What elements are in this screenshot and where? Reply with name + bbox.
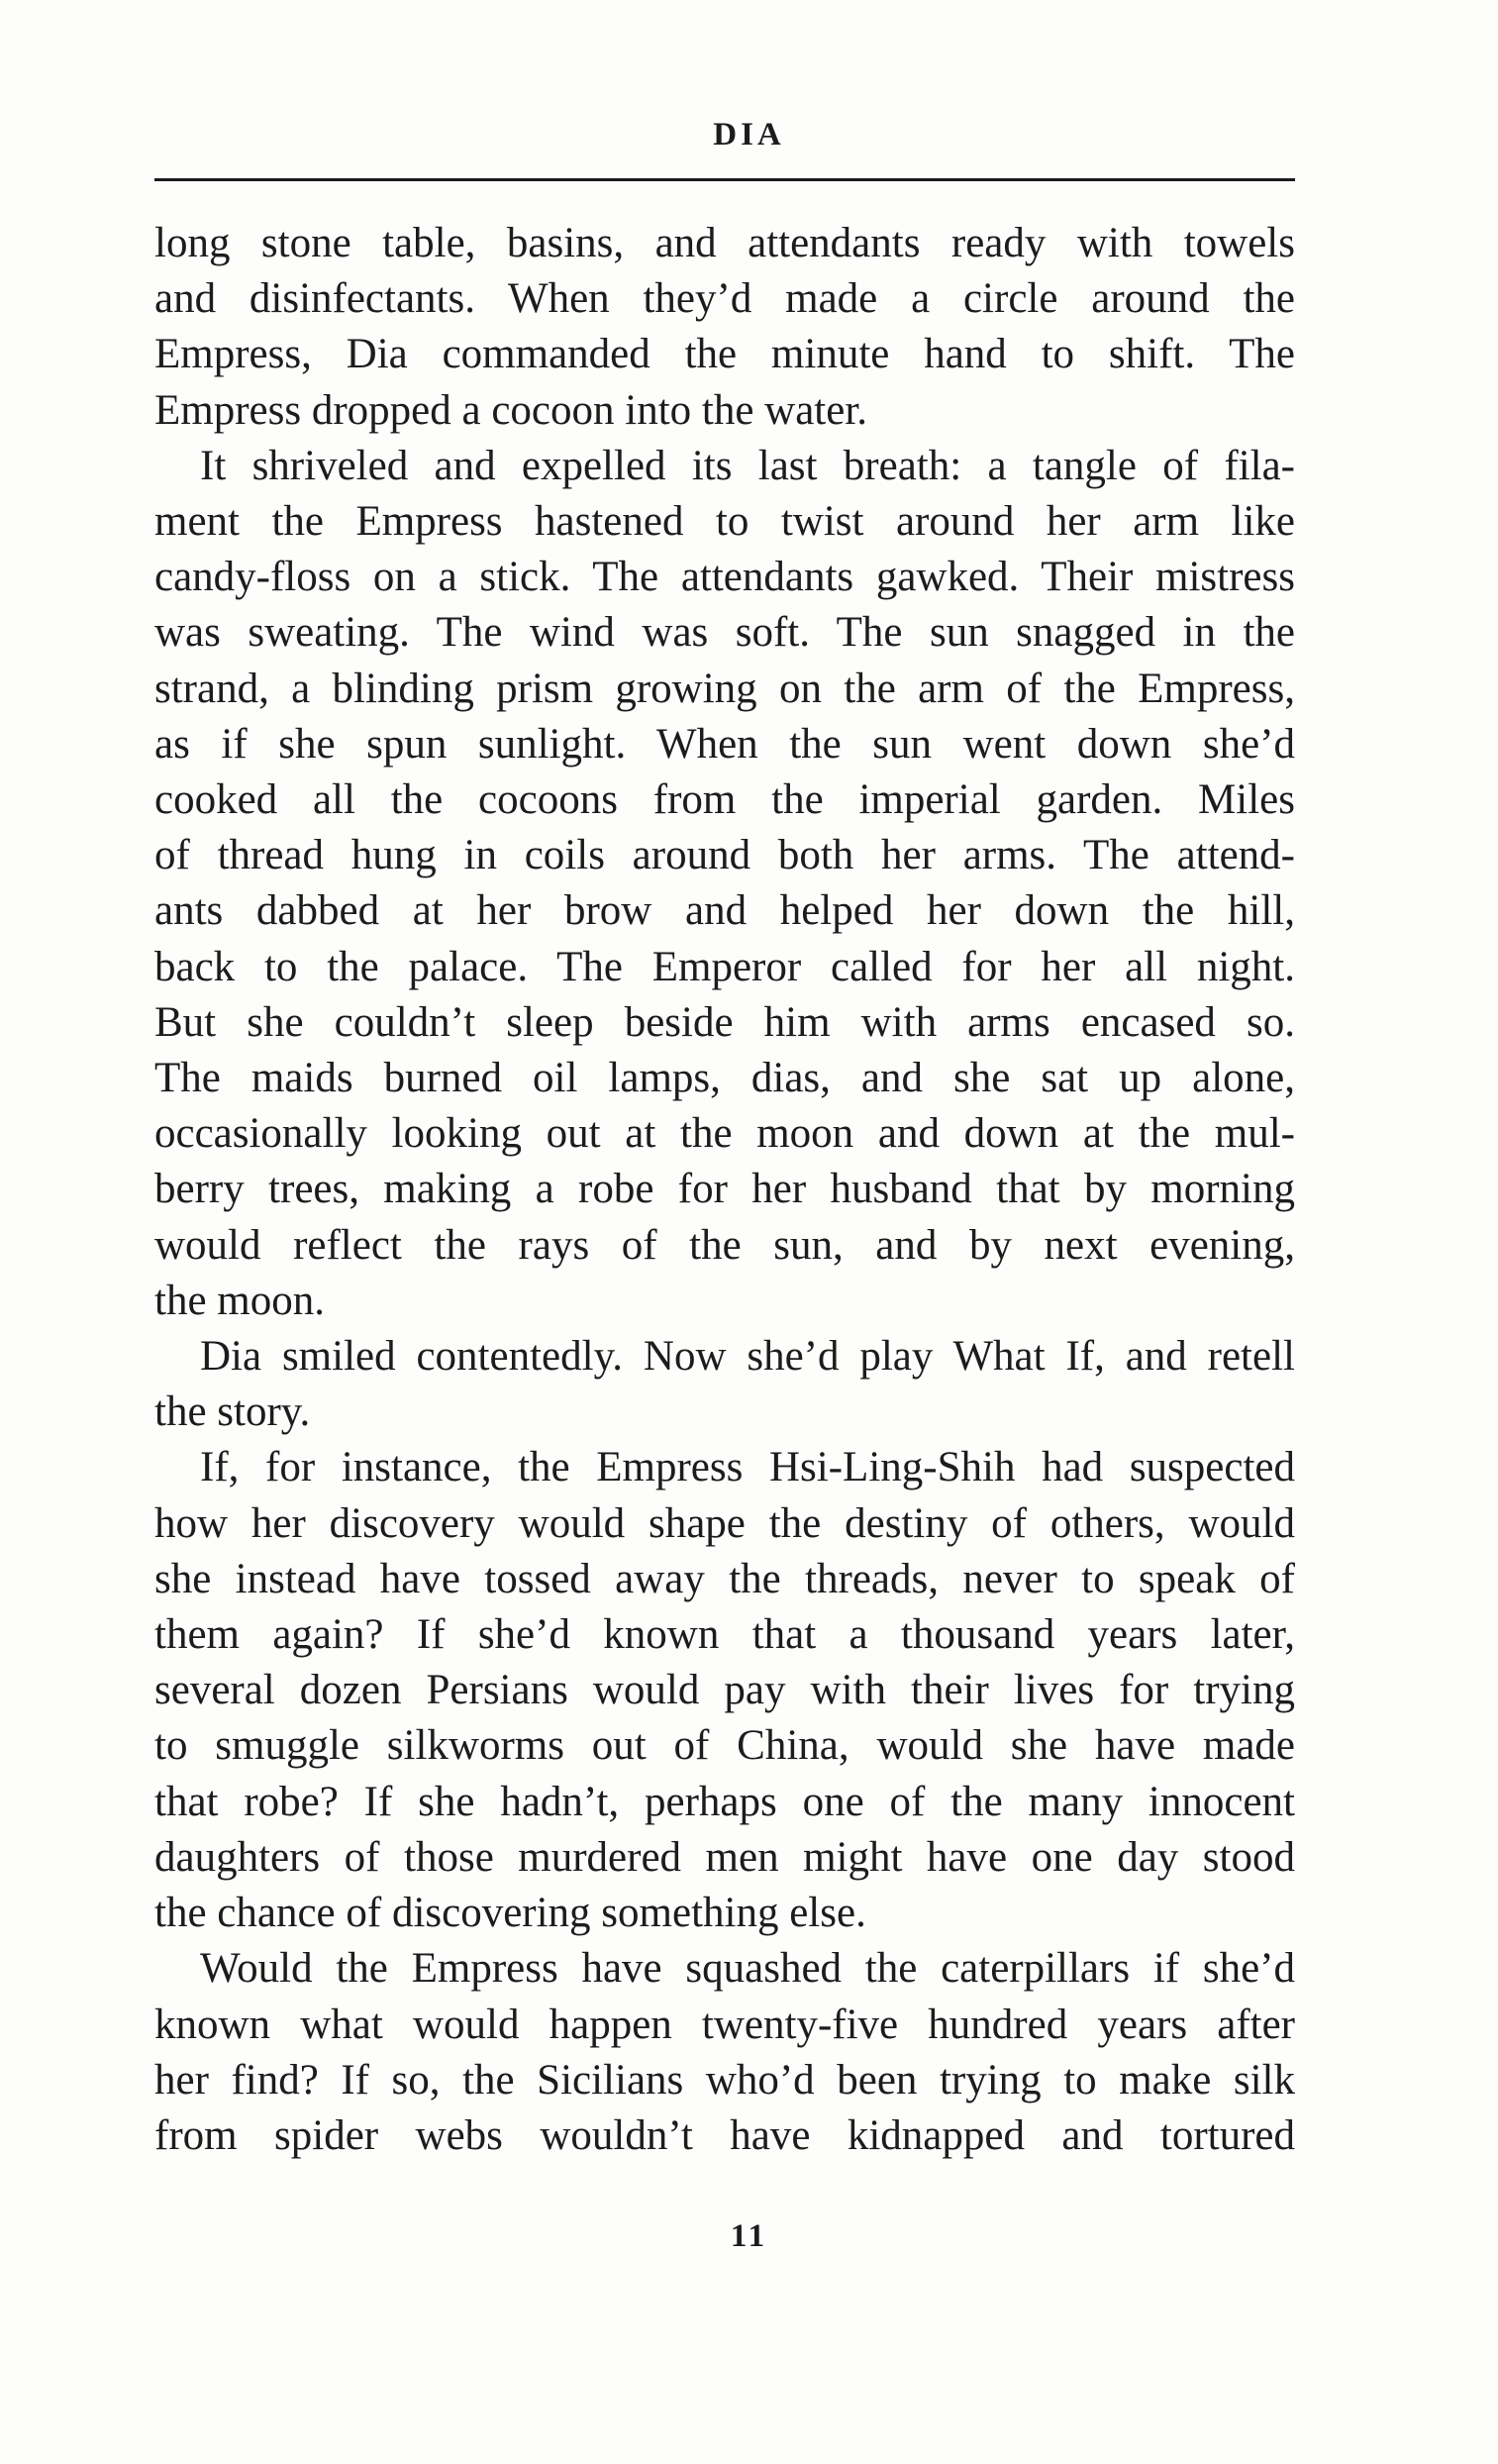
- text-line: her find? If so, the Sicilians who’d been trying to make silk: [154, 2056, 1295, 2104]
- text-line: cooked all the cocoons from the imperial garden. Miles: [154, 776, 1295, 824]
- text-line: and disinfectants. When they’d made a circle around the: [154, 275, 1295, 323]
- header-rule: [154, 178, 1295, 181]
- text-line: from spider webs wouldn’t have kidnapped and tortured: [154, 2111, 1295, 2159]
- text-line: was sweating. The wind was soft. The sun snagged in the: [154, 609, 1295, 657]
- text-line: that robe? If she hadn’t, perhaps one of the many innocent: [154, 1778, 1295, 1825]
- text-line: Empress, Dia commanded the minute hand to shift. The: [154, 331, 1295, 378]
- text-line: Empress dropped a cocoon into the water.: [154, 386, 868, 434]
- text-line: If, for instance, the Empress Hsi-Ling-Shih had suspected: [200, 1444, 1295, 1491]
- body-text: [154, 216, 1295, 2164]
- paragraph: [154, 1941, 1295, 2164]
- paragraph: [154, 1440, 1295, 1941]
- paragraph: [154, 216, 1295, 439]
- text-line: long stone table, basins, and attendants ready with towels: [154, 220, 1295, 266]
- text-line: It shriveled and expelled its last breath: a tangle of fila-: [200, 442, 1295, 489]
- text-line: several dozen Persians would pay with their lives for trying: [154, 1667, 1295, 1714]
- text-line: them again? If she’d known that a thousand years later,: [154, 1611, 1295, 1659]
- text-line: daughters of those murdered men might have one day stood: [154, 1833, 1295, 1881]
- text-line: ants dabbed at her brow and helped her down the hill,: [154, 887, 1295, 935]
- text-line: known what would happen twenty-five hundred years after: [154, 2001, 1295, 2048]
- text-line: the chance of discovering something else.: [154, 1890, 866, 1937]
- text-line: candy-floss on a stick. The attendants gawked. Their mistress: [154, 554, 1295, 601]
- text-line: But she couldn’t sleep beside him with arms encased so.: [154, 998, 1295, 1046]
- paragraph: [154, 439, 1295, 1329]
- page-number: 11: [730, 2218, 768, 2254]
- text-line: strand, a blinding prism growing on the arm of the Empress,: [154, 665, 1295, 712]
- text-line: the story.: [154, 1388, 311, 1436]
- text-line: as if she spun sunlight. When the sun went down she’d: [154, 720, 1295, 768]
- text-line: The maids burned oil lamps, dias, and she sat up alone,: [154, 1055, 1295, 1102]
- paragraph: [154, 1329, 1295, 1440]
- text-line: to smuggle silkworms out of China, would she have made: [154, 1722, 1295, 1770]
- text-line: berry trees, making a robe for her husband that by morning: [154, 1166, 1295, 1213]
- text-line: would reflect the rays of the sun, and by next evening,: [154, 1221, 1295, 1269]
- text-line: the moon.: [154, 1277, 325, 1324]
- text-line: how her discovery would shape the destiny of others, would: [154, 1499, 1295, 1547]
- text-line: occasionally looking out at the moon and down at the mul-: [154, 1110, 1295, 1158]
- text-line: she instead have tossed away the threads, never to speak of: [154, 1555, 1295, 1602]
- text-line: back to the palace. The Emperor called for her all night.: [154, 943, 1295, 990]
- text-line: Would the Empress have squashed the caterpillars if she’d: [200, 1945, 1295, 1993]
- running-head: DIA: [713, 117, 785, 153]
- text-line: ment the Empress hastened to twist around her arm like: [154, 498, 1295, 546]
- text-line: of thread hung in coils around both her arms. The attend-: [154, 832, 1295, 879]
- text-line: Dia smiled contentedly. Now she’d play What If, and retell: [200, 1333, 1295, 1381]
